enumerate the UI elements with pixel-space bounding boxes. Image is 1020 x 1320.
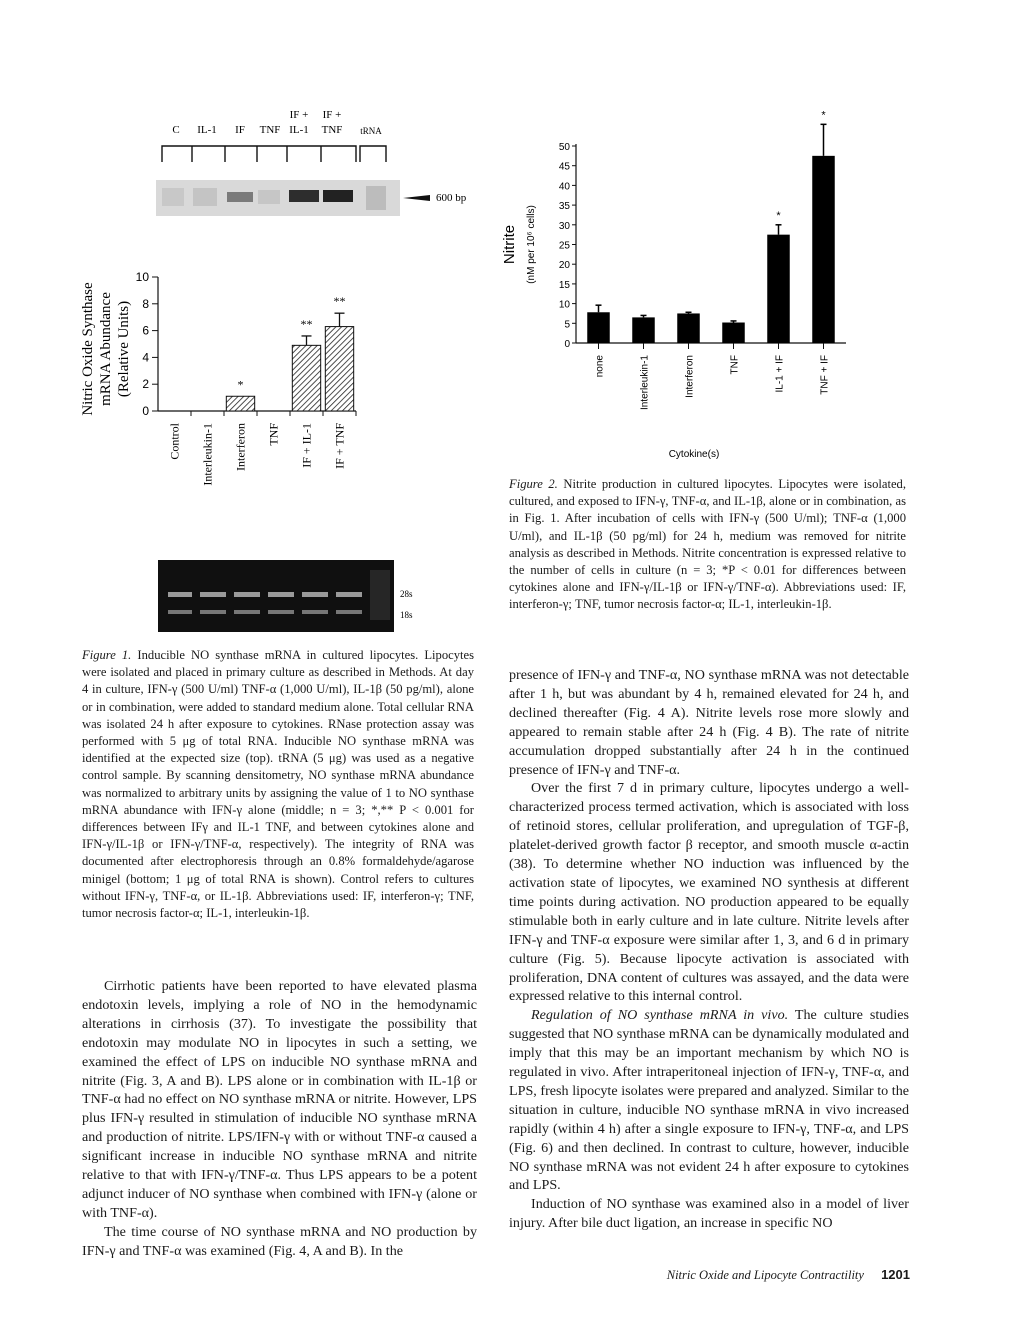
gel-marker-18s: 18s: [400, 610, 413, 620]
lane-label-5: TNF: [321, 124, 343, 136]
y-axis-label: (Relative Units): [116, 300, 132, 398]
bar-2: [677, 313, 700, 343]
significance-marker: *: [237, 377, 244, 392]
significance-marker: **: [300, 316, 313, 331]
category-label: TNF: [266, 423, 281, 446]
y-tick-label: 40: [558, 181, 570, 193]
lane-label-2: IF: [235, 124, 245, 136]
significance-marker: *: [821, 109, 826, 122]
y-tick-label: 10: [135, 270, 149, 284]
lane-label-6: tRNA: [360, 126, 382, 136]
y-tick-label: 45: [558, 161, 570, 173]
autoradiograph: [156, 180, 400, 216]
paragraph: The time course of NO synthase mRNA and NO production by IFN-γ and TNF-α was examined (Fig. 4, A and B). In the: [82, 1223, 477, 1259]
y-axis-label: mRNA Abundance: [98, 292, 114, 406]
lane-label-4: IL-1: [289, 124, 309, 136]
x-axis-label: Cytokine(s): [668, 449, 720, 460]
y-axis-label: Nitrite: [501, 224, 518, 265]
figure-1: [70, 100, 490, 650]
bar-5: [812, 156, 835, 343]
category-label: Interferon: [684, 355, 696, 398]
y-tick-label: 0: [142, 404, 149, 418]
lane-label-3: TNF: [259, 124, 281, 136]
bar-1: [632, 317, 655, 343]
band-marker: 600 bp: [436, 192, 467, 204]
figure-2-caption-label: Figure 2.: [509, 477, 558, 491]
y-tick-label: 4: [142, 350, 149, 365]
significance-marker: **: [333, 294, 346, 309]
significance-marker: *: [776, 209, 781, 222]
category-label: Control: [167, 423, 182, 460]
bar-4: [767, 235, 790, 343]
y-tick-label: 30: [558, 220, 570, 232]
category-label: Interferon: [233, 423, 248, 471]
figure-1-caption-label: Figure 1.: [82, 648, 132, 662]
figure-1-chart: [80, 270, 356, 486]
bar-5: [325, 327, 353, 411]
y-tick-label: 20: [558, 260, 570, 272]
paragraph: presence of IFN-γ and TNF-α, NO synthase mRNA was not detectable after 1 h, but was abundant by 4 h, remained elevated for 24 h, and declined thereafter (Fig. 4 A). Nitrite levels rose more slowly and appeared to remain stable after 24 h (Fig. 4 B). The rate of nitrite accumulation dropped substantially after 24 h in the continued presence of IFN-γ and TNF-α.: [509, 667, 909, 778]
y-axis-sublabel: (nM per 10⁶ cells): [526, 205, 537, 284]
paragraph: Cirrhotic patients have been reported to have elevated plasma endotoxin levels, implying a role of NO in the hemodynamic alterations in cirrhosis (37). To investigate the possibility that endotoxin may modulate NO in lipocytes in such a setting, we examined the effect of LPS on inducible NO synthase mRNA and nitrite (Fig. 3, A and B). LPS alone or in combination with IL-1β or TNF-α had no effect on NO synthase mRNA or nitrite. However, LPS plus IFN-γ resulted in stimulation of inducible NO synthase mRNA and production of nitrite. LPS/IFN-γ with or without TNF-α caused a significant increase in inducible NO synthase mRNA and nitrite relative to that with IFN-γ/TNF-α. Thus LPS appears to be a potent adjunct inducer of NO synthase when combined with IFN-γ (alone or with TNF-α).: [82, 978, 477, 1221]
page-number: 1201: [881, 1267, 910, 1282]
figure-2-chart: [501, 109, 846, 460]
figure-1-caption: [82, 647, 474, 922]
agarose-gel: [158, 560, 394, 632]
lane-labels: [172, 109, 382, 136]
lane-bracket: [162, 146, 386, 162]
y-tick-label: 35: [558, 201, 570, 213]
y-tick-label: 25: [558, 240, 570, 252]
band-arrow-icon: [403, 195, 430, 201]
figure-2-caption: [509, 476, 906, 614]
figure-1-caption-text: Inducible NO synthase mRNA in cultured lipocytes. Lipocytes were isolated and placed in primary culture as described in Methods. At day 4 in culture, IFN-γ (500 U/ml) TNF-α (1,000 U/ml), IL-1β (50 pg/ml), alone or in combination, were added to standard medium alone. Total cellular RNA was isolated 24 h after exposure to cytokines. RNase protection assay was performed with 5 μg of total RNA. Inducible NO synthase mRNA was identified at the expected size (top). tRNA (5 μg) was used as a negative control sample. By scanning densitometry, NO synthase mRNA abundance was normalized to arbitrary units by assigning the value of 1 to NO synthase mRNA abundance with IFN-γ alone (middle; n = 3; *,** P < 0.001 for differences between IFγ and IL-1 TNF, and between cytokines alone and IFN-γ/IL-1β or IFN-γ/TNF-α, respectively). The integrity of RNA was documented after electrophoresis through an 0.8% formaldehyde/agarose minigel (bottom; 1 μg of total RNA is shown). Control refers to cultures without IFN-γ, TNF-α, or IL-1β. Abbreviations used: IF, interferon-γ; TNF, tumor necrosis factor-α; IL-1, interleukin-1β.: [82, 648, 475, 921]
bar-2: [226, 396, 254, 411]
y-tick-label: 2: [142, 377, 149, 392]
paragraph: Over the first 7 d in primary culture, lipocytes undergo a well-characterized process termed activation, which is associated with loss of retinoid stores, cellular proliferation, and upregulation of TGF-β, platelet-derived growth factor β receptor, and smooth muscle α-actin (38). To determine whether NO induction was influenced by the activation state of lipocytes, we examined NO synthesis at different time points during activation. NO production appeared to be equally stimulable both in early culture and in late culture. Nitrite levels after IFN-γ and TNF-α exposure were similar after 1, 3, and 6 d in primary culture (Fig. 5). Because lipocyte activation is associated with proliferation, DNA content of cultures was assayed, and the data were expressed relative to this internal control.: [509, 780, 909, 1005]
lane-label-top-4: IF +: [289, 109, 309, 121]
right-column: [509, 666, 909, 1233]
category-label: IF + TNF: [332, 423, 347, 469]
figure-2: [500, 100, 850, 470]
category-label: Interleukin-1: [200, 423, 215, 486]
lane-label-1: IL-1: [197, 124, 217, 136]
lane-label-0: C: [172, 124, 180, 136]
y-tick-label: 10: [558, 299, 570, 311]
figure-2-caption-text: Nitrite production in cultured lipocytes. Lipocytes were isolated, cultured, and exposed to IFN-γ, TNF-α, and IL-1β, alone or in combination, as in Fig. 1. After incubation of cells with IFN-γ (500 U/ml); TNF-α (1,000 U/ml), and IL-1β (50 pg/ml) for 24 h, medium was removed for nitrite analysis as described in Methods. Nitrite concentration is expressed relative to the number of cells in culture (n = 3; *P < 0.01 for differences between cytokines alone and IFN-γ/IL-1β or IFN-γ/TNF-α). Abbreviations used: IF, interferon-γ; TNF, tumor necrosis factor-α; IL-1, interleukin-1β.: [509, 477, 906, 612]
y-tick-label: 0: [564, 339, 570, 350]
category-label: IF + IL-1: [299, 423, 314, 468]
paragraph: Regulation of NO synthase mRNA in vivo. The culture studies suggested that NO synthase mRNA can be dynamically modulated and imply that this may be an important mechanism by which NO is regulated in vivo. After intraperitoneal injection of IFN-γ, TNF-α, and LPS, fresh lipocyte isolates were prepared and analyzed. Similar to the situation in culture, inducible NO synthase mRNA in vivo increased rapidly (within 4 h) after a single exposure to IFN-γ, TNF-α, and LPS (Fig. 6) and then declined. In contrast to culture, however, inducible NO synthase mRNA was not evident 24 h after exposure to cytokines and LPS.: [509, 1007, 909, 1194]
y-tick-label: 6: [142, 323, 149, 338]
section-heading: Regulation of NO synthase mRNA in vivo.: [531, 1007, 789, 1024]
category-label: IL-1 + IF: [774, 355, 786, 393]
bar-4: [292, 345, 320, 411]
running-footer: [560, 1267, 910, 1283]
y-tick-label: 15: [558, 279, 570, 291]
bar-0: [587, 312, 610, 343]
lane-label-top-5: IF +: [322, 109, 342, 121]
category-label: Interleukin-1: [639, 355, 651, 411]
y-tick-label: 8: [142, 296, 149, 311]
bar-3: [722, 323, 745, 343]
y-axis-label: Nitric Oxide Synthase: [80, 282, 96, 416]
y-tick-label: 5: [564, 319, 570, 331]
category-label: none: [594, 355, 606, 378]
category-label: TNF: [729, 355, 741, 375]
y-tick-label: 50: [558, 142, 570, 153]
running-title: Nitric Oxide and Lipocyte Contractility: [666, 1268, 864, 1282]
gel-marker-28s: 28s: [400, 589, 413, 599]
paragraph: Induction of NO synthase was examined also in a model of liver injury. After bile duct ligation, an increase in specific NO: [509, 1196, 909, 1232]
category-label: TNF + IF: [819, 355, 831, 395]
left-column: [82, 977, 477, 1261]
